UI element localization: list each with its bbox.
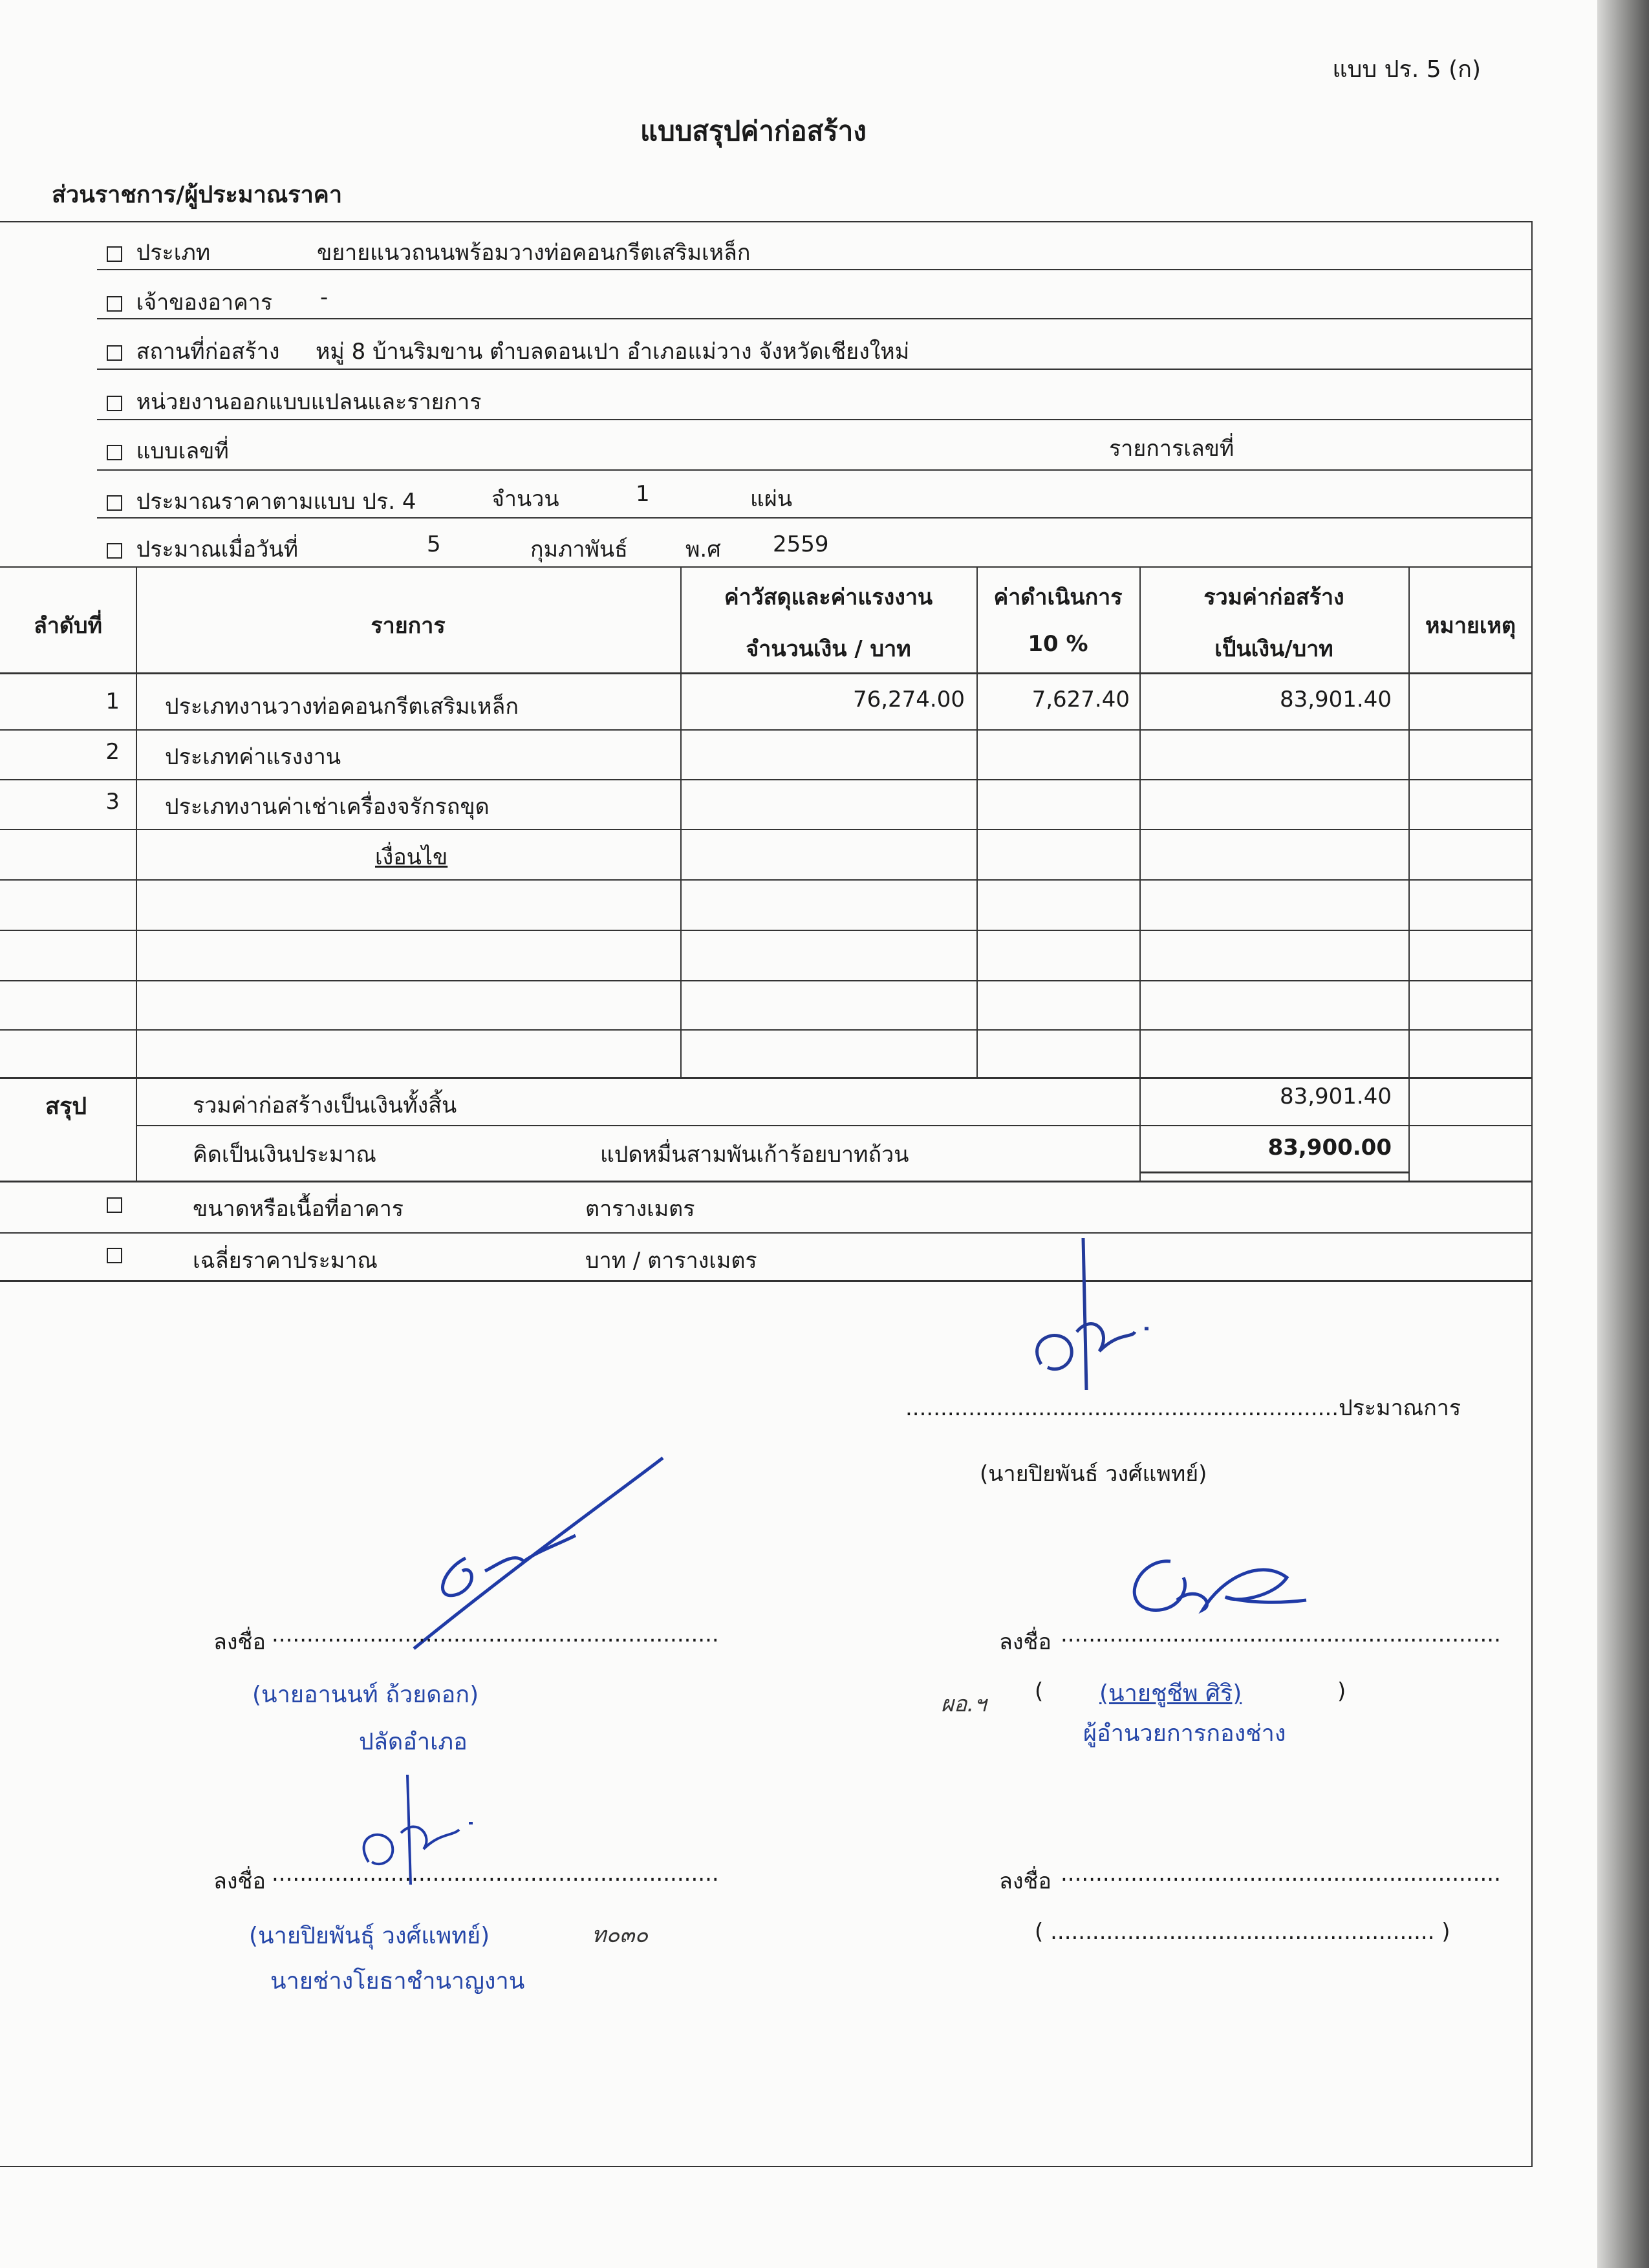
header-total-1: รวมค่าก่อสร้าง xyxy=(1203,584,1344,610)
form-code: แบบ ปร. 5 (ก) xyxy=(1332,56,1481,83)
row-line xyxy=(0,879,1533,881)
estimator-name: (นายปิยพันธ์ วงศ์แพทย์) xyxy=(980,1461,1207,1487)
signer-4-blank: ( ....................................................... ) xyxy=(1035,1919,1450,1945)
plan-no-label: แบบเลขที่ xyxy=(136,438,229,464)
row-1-no: 1 xyxy=(105,689,120,714)
signer-1-name: (นายอานนท์ ถ้วยดอก) xyxy=(252,1682,479,1708)
checkbox-icon[interactable] xyxy=(107,345,122,361)
area-label: ขนาดหรือเนื้อที่อาคาร xyxy=(193,1196,404,1222)
area-bottom-line xyxy=(0,1280,1533,1282)
header-material-2: จำนวนเงิน / บาท xyxy=(746,636,911,662)
row-2-item: ประเภทค่าแรงงาน xyxy=(165,744,341,770)
checkbox-icon[interactable] xyxy=(107,1248,122,1263)
approx-double-underline xyxy=(1139,1171,1410,1173)
summary-label: สรุป xyxy=(45,1093,87,1120)
type-label: ประเภท xyxy=(136,240,211,266)
signer-1-title: ปลัดอำเภอ xyxy=(359,1729,468,1755)
quantity-label: จำนวน xyxy=(491,486,559,512)
sign-dots-4: ............................................................... xyxy=(1061,1861,1501,1887)
sign-dots-3: ................................................................ xyxy=(272,1861,719,1887)
sign-label-3: ลงชื่อ xyxy=(213,1868,266,1894)
checkbox-icon[interactable] xyxy=(107,396,122,411)
checkbox-icon[interactable] xyxy=(107,1197,122,1213)
row-2-no: 2 xyxy=(105,739,120,765)
signer-3-note: ท๐๓๐ xyxy=(592,1922,649,1948)
sign-label-1: ลงชื่อ xyxy=(213,1629,266,1655)
frame-bottom-line xyxy=(0,2166,1533,2167)
owner-label: เจ้าของอาคาร xyxy=(136,290,273,316)
header-total-2: เป็นเงิน/บาท xyxy=(1214,636,1333,662)
owner-value: - xyxy=(320,284,329,310)
frame-right-line xyxy=(1531,221,1533,2167)
sign-dots-1: ................................................................ xyxy=(272,1621,719,1647)
estimator-signature xyxy=(1022,1235,1190,1403)
row-1-operation: 7,627.40 xyxy=(1031,687,1130,712)
signer-2-close-paren: ) xyxy=(1337,1678,1346,1704)
info-estimate xyxy=(107,484,416,519)
summary-bottom-line xyxy=(0,1181,1533,1182)
sheet-label: แผ่น xyxy=(750,486,793,512)
location-value: หมู่ 8 บ้านริมขาน ตำบลดอนเปา อำเภอแม่วาง จังหวัดเชียงใหม่ xyxy=(316,339,910,365)
scan-edge xyxy=(1597,0,1649,2268)
checkbox-icon[interactable] xyxy=(107,296,122,312)
estimator-line: ..............................................................ประมาณการ xyxy=(905,1395,1461,1421)
sum-label: รวมค่าก่อสร้างเป็นเงินทั้งสิ้น xyxy=(193,1093,457,1118)
signer-2-note: ผอ.ฯ xyxy=(941,1691,987,1717)
sum-value: 83,901.40 xyxy=(1279,1084,1392,1109)
table-header-line xyxy=(0,672,1533,674)
frame-top-line xyxy=(0,221,1533,222)
approx-words: แปดหมื่นสามพันเก้าร้อยบาทถ้วน xyxy=(600,1142,909,1168)
signer-2-name: (นายชูชีพ ศิริ) xyxy=(1099,1680,1242,1707)
type-value: ขยายแนวถนนพร้อมวางท่อคอนกรีตเสริมเหล็ก xyxy=(317,240,751,266)
checkbox-icon[interactable] xyxy=(107,445,122,460)
header-operation-1: ค่าดำเนินการ xyxy=(993,584,1123,610)
design-unit-label: หน่วยงานออกแบบแปลนและรายการ xyxy=(136,389,482,415)
info-sep xyxy=(97,419,1531,420)
org-label: ส่วนราชการ/ผู้ประมาณราคา xyxy=(52,182,343,208)
location-label: สถานที่ก่อสร้าง xyxy=(136,339,280,365)
date-label: ประมาณเมื่อวันที่ xyxy=(136,537,298,562)
signer-3-name: (นายปิยพันธุ์ วงศ์แพทย์) xyxy=(249,1923,490,1949)
header-no: ลำดับที่ xyxy=(33,613,102,639)
row-line xyxy=(0,930,1533,931)
avg-unit: บาท / ตารางเมตร xyxy=(585,1248,757,1274)
info-plan-no xyxy=(107,433,229,468)
info-design-unit xyxy=(107,384,482,419)
sign-label-4: ลงชื่อ xyxy=(999,1868,1051,1894)
date-year: 2559 xyxy=(773,531,829,557)
sign-label-2: ลงชื่อ xyxy=(999,1629,1051,1655)
info-date xyxy=(107,531,298,566)
row-1-total: 83,901.40 xyxy=(1279,687,1392,712)
summary-col-line xyxy=(136,1077,137,1181)
header-operation-2: 10 % xyxy=(1028,631,1088,657)
col-line xyxy=(136,566,137,1077)
avg-label: เฉลี่ยราคาประมาณ xyxy=(193,1248,378,1274)
sign-dots-2: ............................................................... xyxy=(1061,1621,1501,1647)
col-line xyxy=(1408,566,1410,1181)
signer-3-title: นายช่างโยธาชำนาญงาน xyxy=(270,1968,525,1995)
signer-2-open-paren: ( xyxy=(1035,1678,1044,1704)
checkbox-icon[interactable] xyxy=(107,495,122,511)
checkbox-icon[interactable] xyxy=(107,246,122,262)
table-top-line xyxy=(0,566,1533,568)
row-line xyxy=(0,980,1533,981)
header-material-1: ค่าวัสดุและค่าแรงงาน xyxy=(724,584,933,610)
row-1-item: ประเภทงานวางท่อคอนกรีตเสริมเหล็ก xyxy=(165,694,519,720)
row-line xyxy=(0,1029,1533,1031)
area-checkbox[interactable] xyxy=(107,1197,122,1213)
info-type xyxy=(107,235,210,270)
info-sep xyxy=(97,269,1531,270)
row-line xyxy=(0,729,1533,731)
conditions-label: เงื่อนไข xyxy=(375,844,448,870)
header-remark: หมายเหตุ xyxy=(1425,613,1516,639)
row-1-material: 76,274.00 xyxy=(852,687,965,712)
area-sep xyxy=(0,1232,1533,1234)
area-unit: ตารางเมตร xyxy=(585,1196,695,1222)
row-3-item: ประเภทงานค่าเช่าเครื่องจรักรถขุด xyxy=(165,794,490,820)
row-3-no: 3 xyxy=(105,789,120,815)
approx-label: คิดเป็นเงินประมาณ xyxy=(193,1142,376,1168)
summary-top-line xyxy=(0,1077,1533,1079)
info-sep xyxy=(97,469,1531,471)
header-item: รายการ xyxy=(371,613,446,639)
signer-2-title: ผู้อำนวยการกองช่าง xyxy=(1083,1720,1286,1747)
page-title: แบบสรุปค่าก่อสร้าง xyxy=(640,115,867,147)
quantity-value: 1 xyxy=(636,481,650,507)
avg-checkbox[interactable] xyxy=(107,1248,122,1263)
item-no-label: รายการเลขที่ xyxy=(1109,436,1234,462)
checkbox-icon[interactable] xyxy=(107,543,122,559)
summary-sep xyxy=(136,1125,1533,1126)
info-sep xyxy=(97,318,1531,319)
estimate-label: ประมาณราคาตามแบบ ปร. 4 xyxy=(136,489,416,515)
row-line xyxy=(0,779,1533,780)
info-sep xyxy=(97,369,1531,370)
info-location xyxy=(107,334,279,369)
row-line xyxy=(0,829,1533,830)
info-owner xyxy=(107,284,272,319)
approx-value: 83,900.00 xyxy=(1267,1135,1392,1161)
date-day: 5 xyxy=(427,531,441,557)
date-era: พ.ศ xyxy=(685,537,721,562)
date-month: กุมภาพันธ์ xyxy=(530,537,628,562)
